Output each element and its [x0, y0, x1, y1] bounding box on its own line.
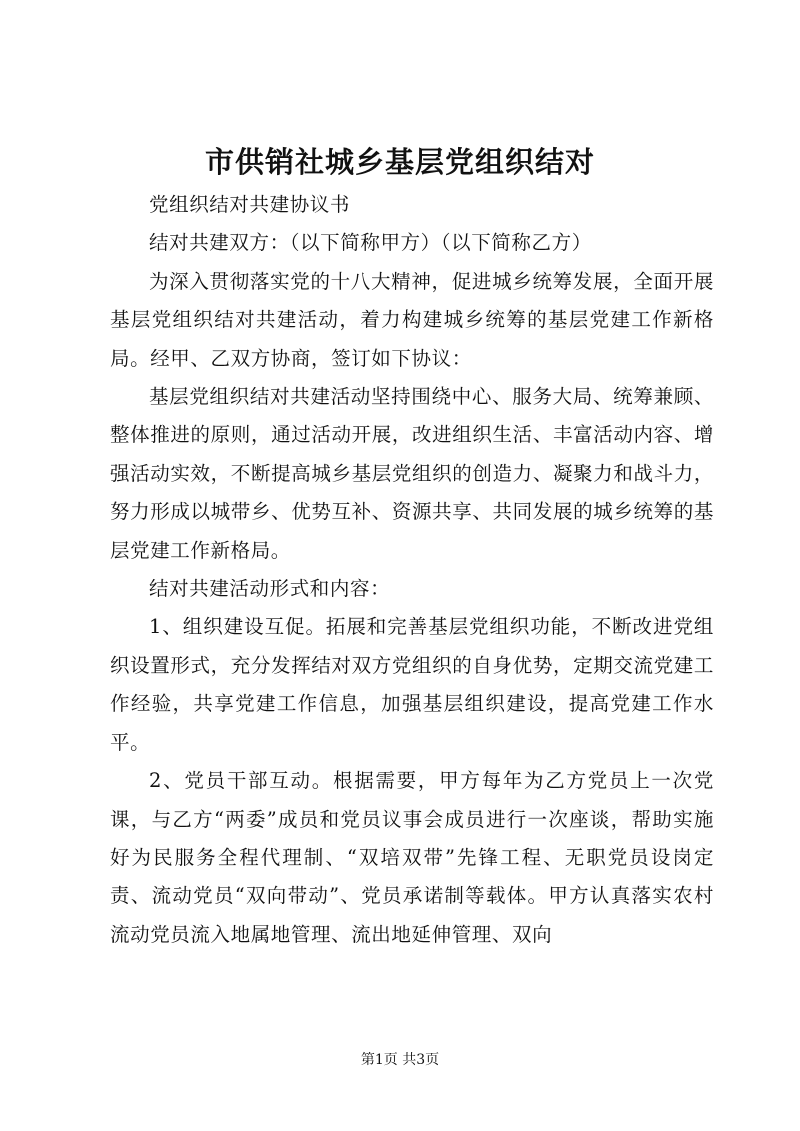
paragraph-item-1: 1、组织建设互促。拓展和完善基层党组织功能，不断改进党组织设置形式，充分发挥结对双方党组织的自身优势，定期交流党建工作经验，共享党建工作信息，加强基层组织建设，提高党建工作水平。: [110, 615, 714, 754]
paragraph-principles: 基层党组织结对共建活动坚持围绕中心、服务大局、统筹兼顾、整体推进的原则，通过活动开展，改进组织生活、丰富活动内容、增强活动实效，不断提高城乡基层党组织的创造力、凝聚力和战斗力，努力形成以城带乡、优势互补、资源共享、共同发展的城乡统筹的基层党建工作新格局。: [110, 385, 714, 562]
paragraph-preamble: 为深入贯彻落实党的十八大精神，促进城乡统筹发展，全面开展基层党组织结对共建活动，着力构建城乡统筹的基层党建工作新格局。经甲、乙双方协商，签订如下协议：: [110, 269, 714, 370]
document-title: 市供销社城乡基层党组织结对: [204, 145, 595, 179]
paragraph-subtitle: 党组织结对共建协议书: [149, 193, 351, 216]
paragraph-parties: 结对共建双方：（以下简称甲方）（以下简称乙方）: [149, 231, 592, 255]
paragraph-forms-heading: 结对共建活动形式和内容：: [149, 577, 391, 601]
paragraph-item-2: 2、党员干部互动。根据需要，甲方每年为乙方党员上一次党课，与乙方“两委”成员和党员议事会成员进行一次座谈，帮助实施好为民服务全程代理制、“双培双带”先锋工程、无职党员设岗定责、流动党员“双向带动”、党员承诺制等载体。甲方认真落实农村流动党员流入地属地管理、流出地延伸管理、双向: [110, 769, 714, 946]
document-body: [110, 186, 714, 954]
page-number-footer: 第1页 共3页: [360, 1052, 440, 1068]
